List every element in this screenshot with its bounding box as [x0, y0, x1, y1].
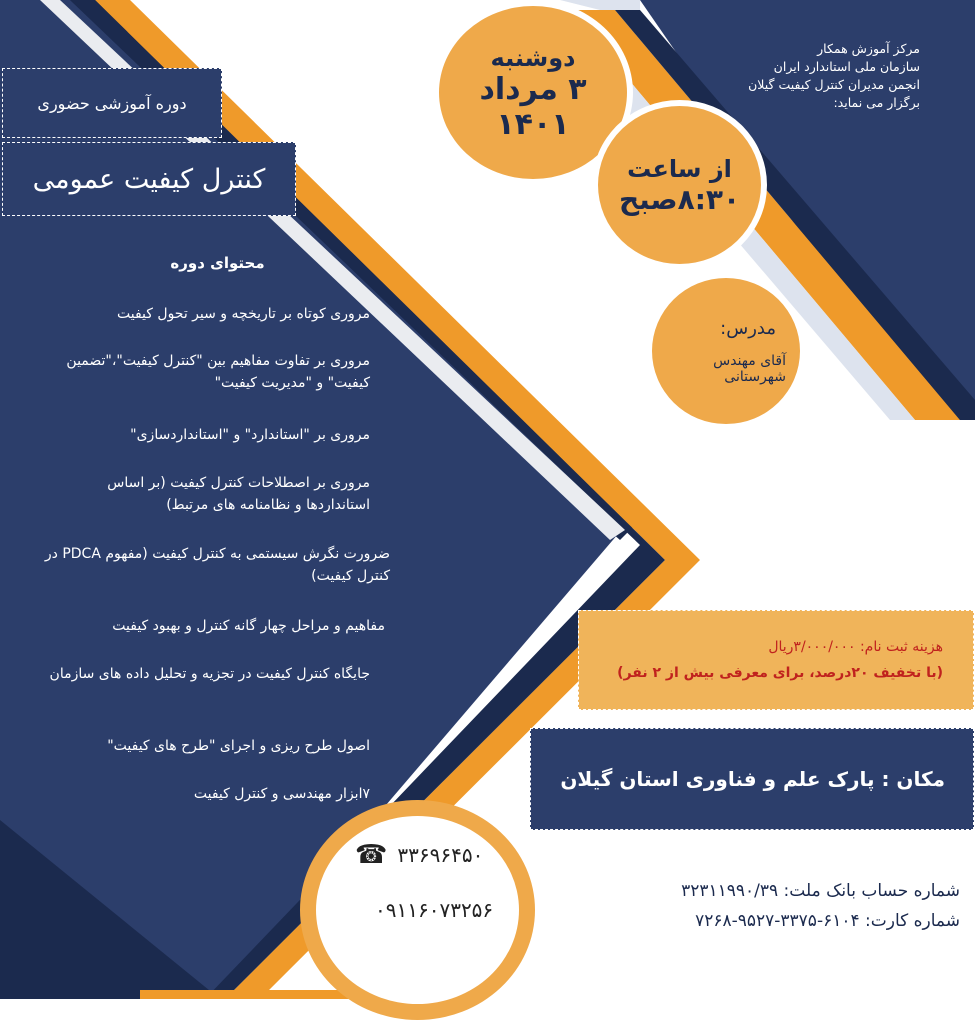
content-item: مروری کوتاه بر تاریخچه و سیر تحول کیفیت — [117, 306, 370, 322]
telephone-icon: ☎ — [355, 840, 388, 870]
date-text: ۳ مرداد ۱۴۰۱ — [479, 71, 587, 142]
content-item: اصول طرح ریزی و اجرای "طرح های کیفیت" — [107, 738, 370, 754]
course-title: کنترل کیفیت عمومی — [32, 163, 266, 195]
location-text: مکان : پارک علم و فناوری استان گیلان — [560, 767, 945, 791]
content-item: جایگاه کنترل کیفیت در تجزیه و تحلیل داده های سازمان — [49, 666, 370, 682]
weekday: دوشنبه — [490, 43, 576, 72]
fee-box — [578, 610, 974, 710]
content-item: مروری بر "استاندارد" و "استانداردسازی" — [130, 427, 370, 443]
instructor-name: آقای مهندس شهرستانی — [713, 352, 786, 385]
bank-account: شماره حساب بانک ملت: ۳۲۳۱۱۹۹۰/۳۹ — [681, 881, 960, 901]
course-title-box — [2, 142, 296, 216]
organizer-line: انجمن مدیران کنترل کیفیت گیلان — [748, 77, 920, 92]
mobile-row — [375, 898, 525, 926]
mobile-number: ۰۹۱۱۶۰۷۳۲۵۶ — [375, 898, 494, 922]
instructor-circle — [646, 272, 806, 430]
time-circle — [592, 100, 767, 270]
phone-row — [355, 840, 525, 870]
bank-card: شماره کارت: ۶۱۰۴-۳۳۷۵-۹۵۲۷-۷۲۶۸ — [695, 911, 960, 931]
phone-number: ۳۳۶۹۶۴۵۰ — [397, 843, 484, 867]
organizer-line: برگزار می نماید: — [833, 95, 920, 110]
course-type-box — [2, 68, 222, 138]
organizer-line: مرکز آموزش همکار — [817, 41, 920, 56]
content-item: ضرورت نگرش سیستمی به کنترل کیفیت (مفهوم PDCA در کنترل کیفیت) — [44, 546, 390, 584]
time-prefix: از ساعت — [627, 154, 732, 183]
content-item: مروری بر اصطلاحات کنترل کیفیت (بر اساس استانداردها و نظامنامه های مرتبط) — [107, 475, 370, 513]
bank-block — [600, 876, 960, 936]
content-title: محتوای دوره — [170, 254, 265, 272]
instructor-label: مدرس: — [720, 317, 776, 339]
content-item: ۷ابزار مهندسی و کنترل کیفیت — [193, 786, 370, 802]
content-item: مروری بر تفاوت مفاهیم بین "کنترل کیفیت"،"تضمین کیفیت" و "مدیریت کیفیت" — [66, 353, 370, 391]
fee-discount: (با تخفیف ۲۰درصد، برای معرفی بیش از ۲ نفر) — [617, 665, 943, 681]
organizers-block — [710, 40, 920, 112]
content-item: مفاهیم و مراحل چهار گانه کنترل و بهبود کیفیت — [112, 618, 385, 634]
course-type: دوره آموزشی حضوری — [37, 93, 187, 113]
time-value: ۸:۳۰صبح — [618, 182, 741, 216]
organizer-line: سازمان ملی استاندارد ایران — [773, 59, 920, 74]
fee-amount: هزینه ثبت نام: ۳/۰۰۰/۰۰۰ریال — [768, 639, 943, 655]
location-box — [530, 728, 974, 830]
